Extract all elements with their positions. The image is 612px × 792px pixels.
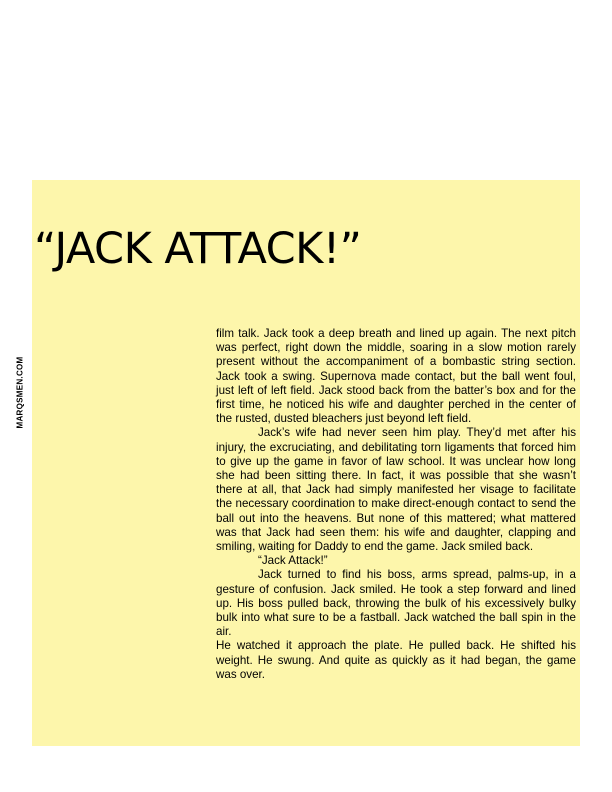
story-body [216,327,576,682]
story-paragraph-5: He watched it approach the plate. He pulled back. He shifted his weight. He swung. And quite as quickly as it had began, the game was over. [216,639,576,681]
story-title: “JACK ATTACK!” [34,224,362,274]
story-paragraph-1: film talk. Jack took a deep breath and lined up again. The next pitch was perfect, right down the middle, soaring in a slow motion rarely present without the accompaniment of a bombastic string section. Jack took a swing. Supernova made contact, but the ball went foul, just left of left field. Jack stood back from the batter’s box and for the first time, he noticed his wife and daughter perched in the center of the rusted, dusted bleachers just beyond left field. [216,327,576,426]
story-paragraph-2: Jack’s wife had never seen him play. They’d met after his injury, the excruciating, and debilitating torn ligaments that forced him to give up the game in favor of law school. It was unclear how long she had been sitting there. In fact, it was possible that she wasn’t there at all, that Jack had simply manifested her visage to facilitate the necessary coordination to make direct-enough contact to send the ball out into the heavens. But none of this mattered; what mattered was that Jack had seen them: his wife and daughter, clapping and smiling, waiting for Daddy to end the game. Jack smiled back. [216,426,576,554]
website-label: MARQSMEN.COM [15,355,25,429]
side-label [14,350,26,434]
story-paragraph-4: Jack turned to find his boss, arms spread, palms-up, in a gesture of confusion. Jack smiled. He took a step forward and lined up. His boss pulled back, throwing the bulk of his excessively bulky bulk into what sure to be a fastball. Jack watched the ball spin in the air. [216,568,576,639]
story-paragraph-3: “Jack Attack!” [258,554,328,568]
